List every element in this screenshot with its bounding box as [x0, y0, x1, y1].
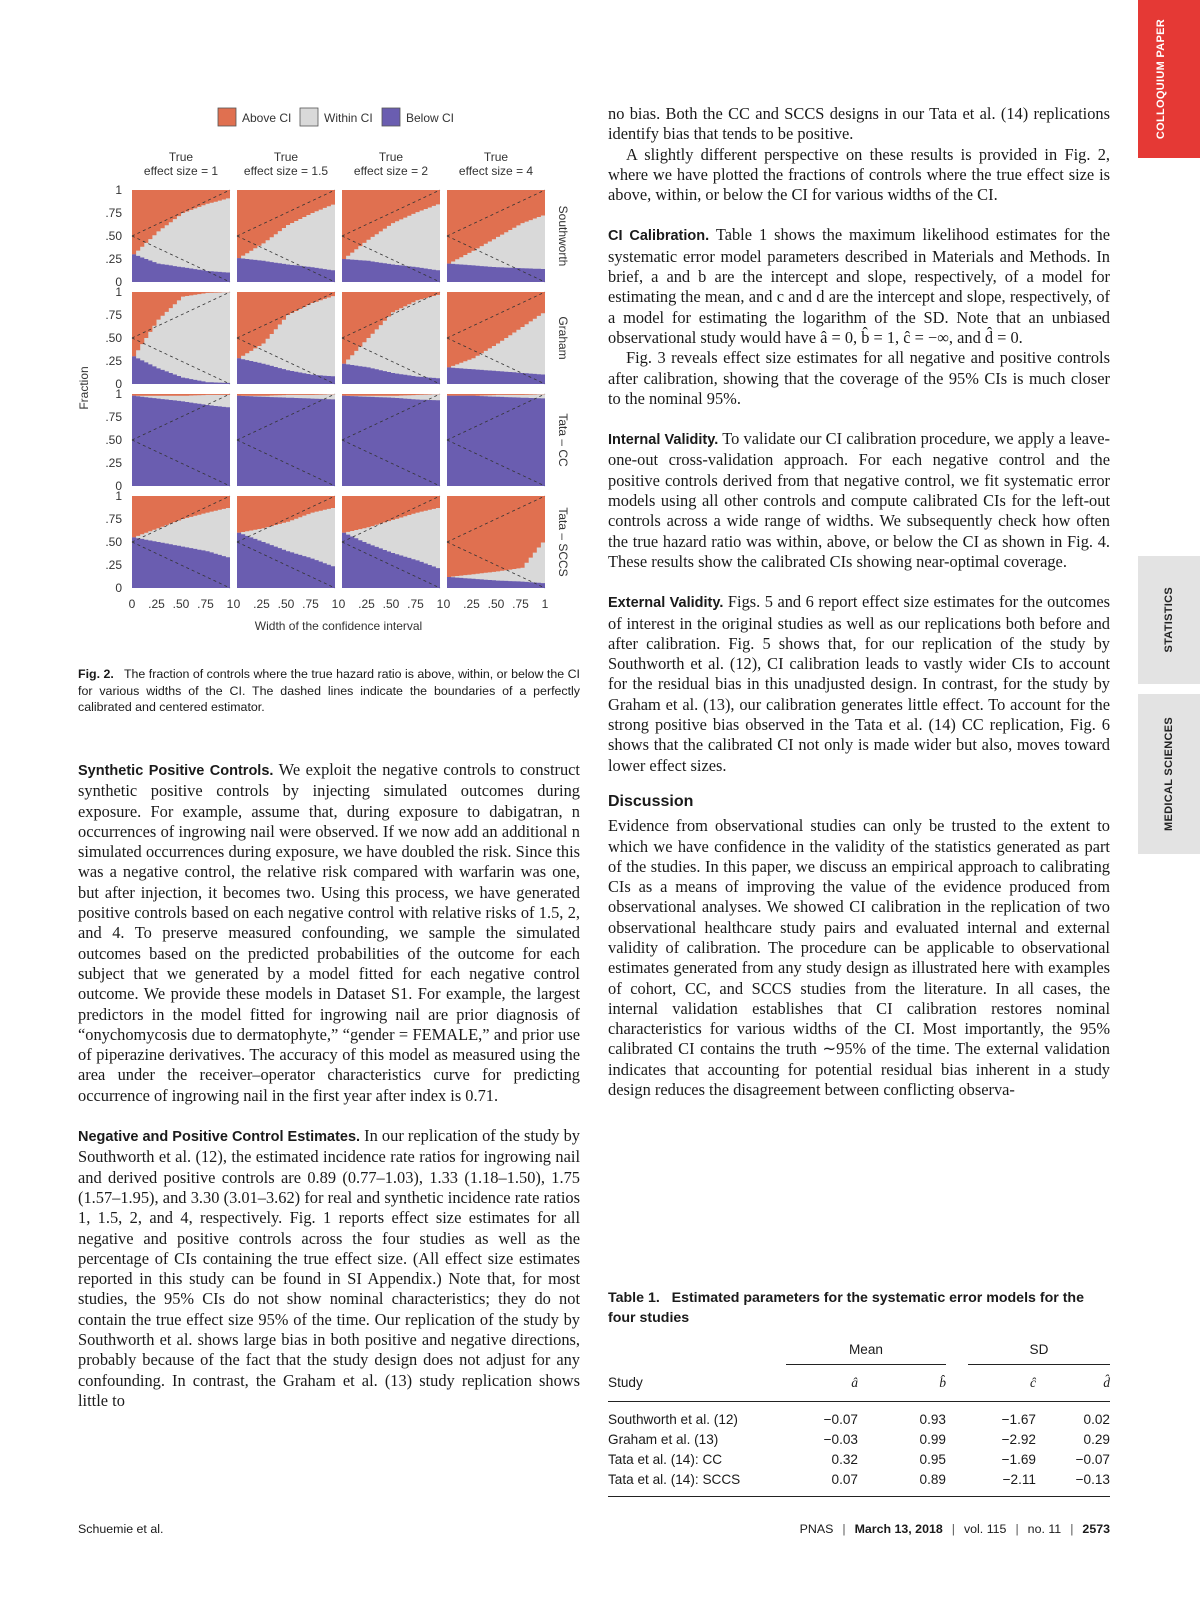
x-tick-label: 0: [128, 597, 136, 611]
row-label: Tata – SCCS: [556, 507, 570, 577]
column-title: True: [168, 150, 194, 164]
x-tick-label: .50: [277, 597, 295, 611]
y-tick-label: .50: [105, 331, 122, 345]
left-column: [78, 760, 580, 1411]
legend-swatch: [382, 108, 400, 126]
continued-paragraph: no bias. Both the CC and SCCS designs in our Tata et al. (14) replications identify bias that tends to be positive.: [608, 104, 1110, 144]
discussion-paragraph: Evidence from observational studies can only be trusted to the extent to which we have confidence in the validity of the statistics generated as part of the studies. In this paper, we discuss an empirical approach to calibrating CIs as a means of improving the value of the evidence produced from observational analyses. We showed CI calibration in the replication of two observational healthcare study pairs and evaluated internal and external validity of calibration. The procedure can be applicable to observational estimates generated from any study design as illustrated here with examples of cohort, CC, and SCCS studies from the literature. In all cases, the internal validation establishes that CI calibration restores nominal characteristics for various widths of the CI. Most importantly, the 95% calibrated CI contains the truth ∼95% of the time. The external validation indicates that accounting for potential residual bias inherent in a study design reduces the disagreement between conflicting observa-: [608, 816, 1110, 1100]
x-tick-label: .25: [463, 597, 480, 611]
legend-swatch: [218, 108, 236, 126]
footer-journal: PNAS: [799, 1522, 834, 1536]
y-tick-label: 1: [115, 183, 122, 197]
x-tick-label: .75: [197, 597, 214, 611]
x-tick-label: 0: [443, 597, 451, 611]
figure-2-chart: [70, 100, 590, 660]
column-title: effect size = 1.5: [243, 164, 329, 178]
x-tick-label: .50: [172, 597, 190, 611]
external-validity-paragraph: External Validity. Figs. 5 and 6 report effect size estimates for the outcomes of interest in the original studies as well as our replications both before and after calibration. Fig. 5 shows that, for our replication of the study by Southworth et al. (12), CI calibration leads to vastly wider CIs to account for the residual bias in this unadjusted design. In contrast, for the study by Graham et al. (13), our calibration generates little effect. To account for the strong positive bias observed in the Tata et al. (14) CC replication, Fig. 6 shows that the calibrated CI not only is made wider but also, moves toward lower effect sizes.: [608, 592, 1110, 775]
column-title: effect size = 1: [143, 164, 219, 178]
x-tick-label: .75: [512, 597, 529, 611]
y-tick-label: .75: [105, 308, 122, 322]
y-tick-label: .25: [105, 456, 122, 470]
x-tick-label: 0: [233, 597, 241, 611]
table-row: Graham et al. (13) −0.03 0.99 −2.92 0.29: [608, 1432, 1110, 1447]
panel-below-area: [447, 396, 545, 486]
colloquium-paper-tab: COLLOQUIUM PAPER: [1138, 0, 1200, 158]
y-tick-label: 0: [115, 581, 122, 595]
table-1-grid: [608, 1334, 1110, 1497]
table-row: Southworth et al. (12) −0.07 0.93 −1.67 0.02: [608, 1412, 1110, 1427]
control-estimates-paragraph: Negative and Positive Control Estimates. In our replication of the study by Southworth et al. (12), the estimated incidence rate ratios for ingrowing nail and derived positive controls are 0.89 (0.77–1.03), 1.33 (1.18–1.50), 1.75 (1.57–1.95), and 3.30 (3.01–3.62) for real and synthetic incidence rate ratios 1, 1.5, 2, and 4, respectively. Fig. 1 reports effect size estimates for all negative and positive controls across the four studies as well as the percentage of CIs containing the true effect size. (All effect size estimates reported in this study can be found in SI Appendix.) Note that, for most studies, the 95% CIs do not show nominal characteristics; they do not contain the true effect size 95% of the time. Our replication of the study by Southworth et al. shows large bias in both positive and negative directions, probably because of the fact that the study design does not adjust for any confounding. In contrast, the Graham et al. (13) study replication shows little to: [78, 1126, 580, 1410]
col-b-hat: b̂: [939, 1374, 946, 1390]
row-label: Southworth: [556, 205, 570, 267]
table-1: [608, 1288, 1110, 1497]
x-tick-label: .25: [253, 597, 270, 611]
y-tick-label: .50: [105, 229, 122, 243]
y-tick-label: .50: [105, 535, 122, 549]
footer-authors: Schuemie et al.: [78, 1522, 164, 1536]
panel-below-area: [237, 396, 335, 486]
footer-citation: PNAS | March 13, 2018 | vol. 115 | no. 11 | 2573: [799, 1522, 1110, 1536]
group-mean: Mean: [786, 1334, 946, 1365]
footer-page: 2573: [1082, 1522, 1110, 1536]
fig3-paragraph: Fig. 3 reveals effect size estimates for all negative and positive controls after calibration, showing that the coverage of the 95% CIs is much closer to the nominal 95%.: [608, 348, 1110, 408]
panel-below-area: [132, 396, 230, 486]
x-tick-label: 1: [226, 597, 234, 611]
right-column: [608, 104, 1110, 1100]
row-label: Graham: [556, 316, 570, 360]
legend-label: Above CI: [242, 111, 292, 125]
ci-calibration-paragraph: CI Calibration. Table 1 shows the maximum likelihood estimates for the systematic error model parameters described in Materials and Methods. In brief, a and b are the intercept and slope, respectively, of a model for estimating the mean, and c and d are the intercept and slope, respectively, of a model for estimating the logarithm of the SD. Note that an unbiased observational study would have â = 0, b̂ = 1, ĉ = −∞, and d̂ = 0.: [608, 225, 1110, 347]
x-tick-label: .75: [407, 597, 424, 611]
x-axis-label: Width of the confidence interval: [254, 619, 423, 633]
x-tick-label: .25: [358, 597, 375, 611]
x-tick-label: 0: [338, 597, 346, 611]
y-axis-label: Fraction: [77, 366, 91, 410]
x-tick-label: 1: [541, 597, 549, 611]
column-title: effect size = 4: [458, 164, 534, 178]
internal-validity-heading: Internal Validity.: [608, 432, 719, 449]
external-validity-heading: External Validity.: [608, 595, 724, 612]
x-tick-label: .25: [148, 597, 165, 611]
y-tick-label: 0: [115, 275, 122, 289]
y-tick-label: .25: [105, 252, 122, 266]
column-title: True: [273, 150, 299, 164]
legend-swatch: [300, 108, 318, 126]
y-tick-label: .75: [105, 410, 122, 424]
y-tick-label: .75: [105, 206, 122, 220]
col-c-hat: ĉ: [1029, 1374, 1036, 1390]
table-row: Tata et al. (14): CC 0.32 0.95 −1.69 −0.07: [608, 1452, 1110, 1467]
table-row: Tata et al. (14): SCCS 0.07 0.89 −2.11 −0.13: [608, 1470, 1110, 1497]
discussion-heading: Discussion: [608, 792, 694, 810]
row-label: Tata – CC: [556, 413, 570, 467]
footer-issue: no. 11: [1027, 1522, 1062, 1536]
x-tick-label: 1: [436, 597, 444, 611]
table-1-title: Table 1. Estimated parameters for the systematic error models for the four studies: [608, 1290, 1084, 1326]
figure-caption-label: Fig. 2.: [78, 667, 114, 681]
column-title: effect size = 2: [353, 164, 429, 178]
x-tick-label: 1: [331, 597, 339, 611]
column-title: True: [483, 150, 509, 164]
fig2-perspective-paragraph: A slightly different perspective on these results is provided in Fig. 2, where we have plotted the fractions of controls where the true effect size is above, within, or below the CI for various widths of the CI.: [608, 144, 1110, 205]
control-estimates-heading: Negative and Positive Control Estimates.: [78, 1129, 361, 1146]
y-tick-label: .25: [105, 354, 122, 368]
y-tick-label: 1: [115, 489, 122, 503]
y-tick-label: 0: [115, 479, 122, 493]
figure-caption: [78, 666, 580, 716]
figure-caption-text: The fraction of controls where the true hazard ratio is above, within, or below the CI for various widths of the CI. The dashed lines indicate the boundaries of a perfectly calibrated and centered estimator.: [78, 667, 580, 715]
legend-label: Below CI: [406, 111, 455, 125]
medical-sciences-tab: MEDICAL SCIENCES: [1138, 694, 1200, 854]
y-tick-label: .75: [105, 512, 122, 526]
x-tick-label: .50: [382, 597, 400, 611]
y-tick-label: .25: [105, 558, 122, 572]
col-d-hat: d̂: [1103, 1374, 1110, 1390]
synthetic-controls-paragraph: Synthetic Positive Controls. We exploit the negative controls to construct synthetic positive controls by injecting simulated outcomes during exposure. For example, assume that, during exposure to dabigatran, n occurrences of ingrowing nail were observed. If we now add an additional n simulated occurrences during exposure, we have doubled the risk. Since this was a negative control, the relative risk compared with warfarin was one, but after injection, it becomes two. Using this process, we have generated positive controls based on each negative control with relative risks of 1.5, 2, and 4. To preserve measured confounding, we sample the simulated outcomes based on the predicted probabilities of the outcome for each subject that we generated by a model fitted for each negative control outcome. We provide these models in Dataset S1. For example, the largest predictors in the model fitted for ingrowing nail are prior diagnosis of “onychomycosis due to dermatophyte,” “gender = FEMALE,” and prior use of piperazine derivatives. The accuracy of this model as measured using the area under the receiver–operator characteristics curve for predicting occurrence of ingrowing nail in the first year after index is 0.71.: [78, 760, 580, 1105]
col-study: Study: [608, 1375, 643, 1390]
x-tick-label: .50: [487, 597, 505, 611]
footer-date: March 13, 2018: [854, 1522, 943, 1536]
statistics-tab: STATISTICS: [1138, 556, 1200, 684]
internal-validity-paragraph: Internal Validity. To validate our CI calibration procedure, we apply a leave-one-out cross-validation approach. For each negative control and the positive controls derived from that negative control, we fit systematic error models using all other controls and compute calibrated CIs for the left-out controls across a wide range of widths. We subsequently check how often the true hazard ratio was within, above, or below the CI as shown in Fig. 4. These results show the calibrated CIs showing near-optimal coverage.: [608, 429, 1110, 571]
y-tick-label: .50: [105, 433, 122, 447]
group-sd: SD: [968, 1334, 1110, 1365]
y-tick-label: 0: [115, 377, 122, 391]
panel-below-area: [342, 396, 440, 486]
legend-label: Within CI: [324, 111, 373, 125]
y-tick-label: 1: [115, 285, 122, 299]
column-title: True: [378, 150, 404, 164]
ci-calibration-heading: CI Calibration.: [608, 228, 710, 245]
footer-volume: vol. 115: [963, 1522, 1007, 1536]
synthetic-controls-heading: Synthetic Positive Controls.: [78, 763, 274, 779]
x-tick-label: .75: [302, 597, 319, 611]
col-a-hat: â: [851, 1374, 858, 1390]
y-tick-label: 1: [115, 387, 122, 401]
